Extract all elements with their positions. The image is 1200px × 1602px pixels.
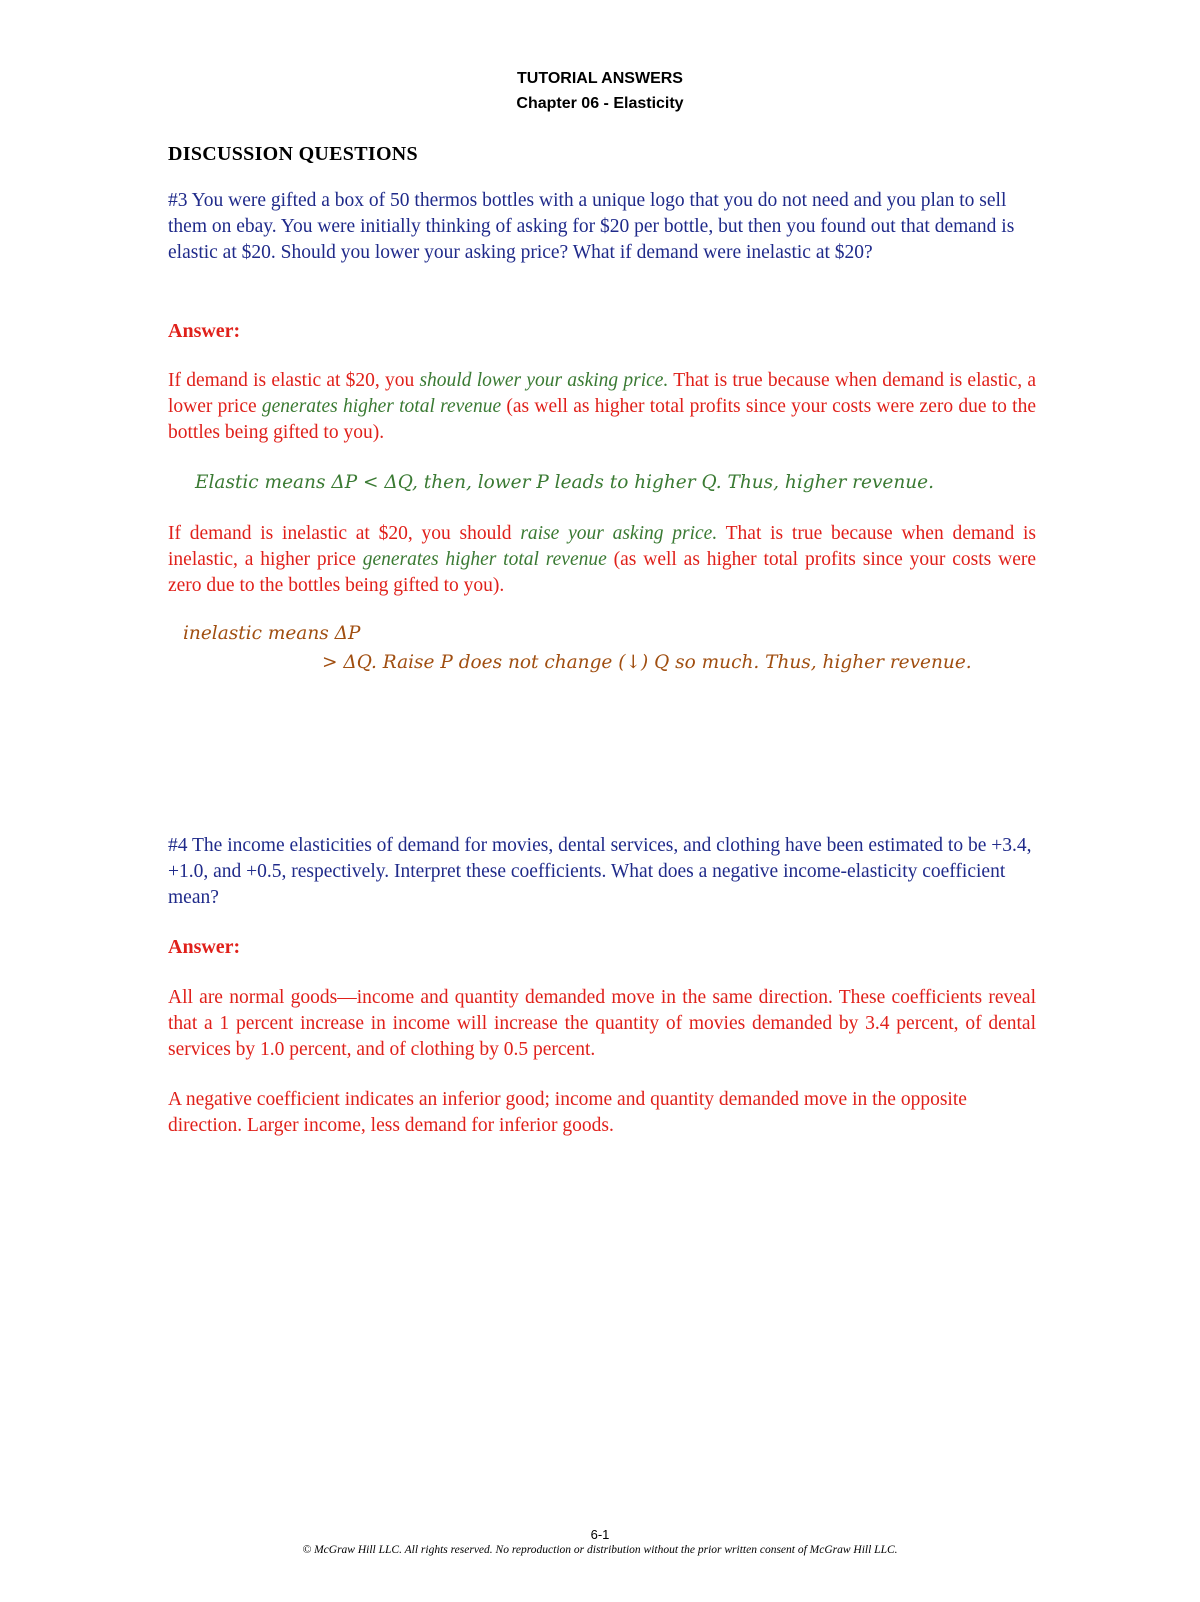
question-4-answer-paragraph-2: A negative coefficient indicates an inferior good; income and quantity demanded move in the opposite direction. Larger income, less demand for inferior goods. [168, 1089, 967, 1136]
chapter-subtitle: Chapter 06 - Elasticity [516, 95, 684, 112]
question-3-answer-label: Answer: [168, 320, 241, 342]
elastic-emphasis-2: generates higher total revenue [261, 396, 502, 417]
elastic-text-1: If demand is elastic at $20, you [168, 370, 420, 391]
inelastic-text-1: If demand is inelastic at $20, you should [168, 523, 521, 544]
question-3-elastic-paragraph [168, 368, 1036, 446]
page-number: 6-1 [590, 1527, 610, 1542]
question-4-text: #4 The income elasticities of demand for movies, dental services, and clothing have been estimated to be +3.4, +1.0, and +0.5, respectively. Interpret these coefficients. What does a negative income-elasticity coefficient mean? [168, 835, 1032, 908]
section-title: DISCUSSION QUESTIONS [168, 143, 418, 165]
inelastic-text-2: That is true because when demand is inelastic, a higher price [168, 523, 1036, 570]
question-4-answer-label: Answer: [168, 936, 241, 958]
inelastic-emphasis-2: generates higher total revenue [362, 549, 607, 570]
elastic-formula: Elastic means ΔP < ΔQ, then, lower P leads to higher Q. Thus, higher revenue. [195, 472, 935, 493]
elastic-emphasis-1: should lower your asking price. [419, 370, 669, 391]
elastic-text-2: That is true because when demand is elastic, a lower price [168, 370, 1036, 417]
elastic-text-3: (as well as higher total profits since your costs were zero due to the bottles being gifted to you). [168, 396, 1037, 443]
question-3-inelastic-paragraph [168, 521, 1036, 599]
inelastic-emphasis-1: raise your asking price. [520, 523, 718, 544]
inelastic-formula-line-1: inelastic means ΔP [183, 623, 361, 644]
inelastic-text-3: (as well as higher total profits since your costs were zero due to the bottles being gifted to you). [168, 549, 1037, 596]
question-4-answer-paragraph-1: All are normal goods—income and quantity demanded move in the same direction. These coefficients reveal that a 1 percent increase in income will increase the quantity of movies demanded by 3.4 percent, of dental services by 1.0 percent, and of clothing by 0.5 percent. [168, 987, 1036, 1060]
copyright-notice: © McGraw Hill LLC. All rights reserved. No reproduction or distribution without the prior written consent of McGraw Hill LLC. [302, 1544, 898, 1556]
question-3-text: #3 You were gifted a box of 50 thermos bottles with a unique logo that you do not need and you plan to sell them on ebay. You were initially thinking of asking for $20 per bottle, but then you found out that demand is elastic at $20. Should you lower your asking price? What if demand were inelastic at $20? [168, 190, 1015, 263]
inelastic-formula-line-2: > ΔQ. Raise P does not change (↓) Q so much. Thus, higher revenue. [322, 652, 972, 673]
document-title: TUTORIAL ANSWERS [517, 70, 683, 87]
